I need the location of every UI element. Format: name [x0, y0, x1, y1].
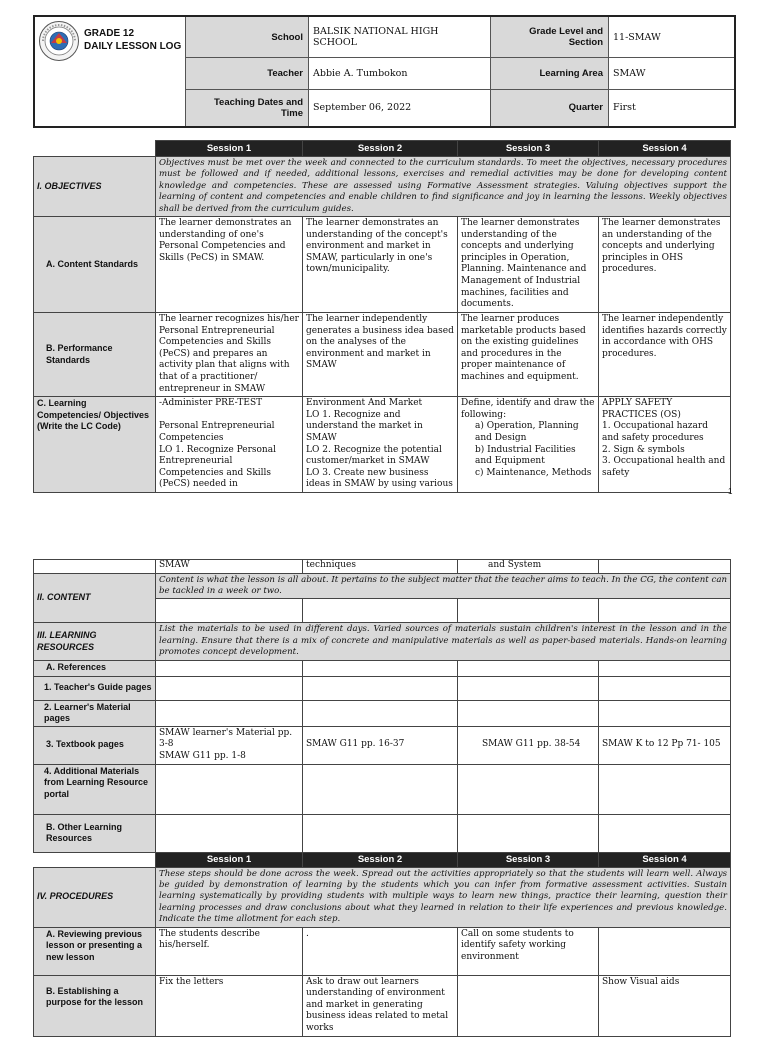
references-session-3 [458, 660, 599, 676]
teachers-guide-session-3 [458, 676, 599, 700]
other-resources-session-4 [599, 814, 731, 852]
competencies-session-3 [458, 397, 599, 493]
reviewing-session-3: Call on some students to identify safety working environment [458, 927, 599, 975]
purpose-session-1: Fix the letters [156, 975, 303, 1036]
purpose-session-4: Show Visual aids [599, 975, 731, 1036]
purpose-session-2: Ask to draw out learners understanding of environment and market in generating business ideas related to metal works [303, 975, 458, 1036]
session-1-header: Session 1 [156, 141, 303, 157]
additional-session-3 [458, 764, 599, 814]
teachers-guide-session-2 [303, 676, 458, 700]
performance-standards-session-4: The learner independently identifies hazards correctly in accordance with OHS procedures. [599, 313, 731, 397]
reviewing-session-4 [599, 927, 731, 975]
session-2-header: Session 2 [303, 141, 458, 157]
other-resources-label: B. Other Learning Resources [34, 814, 156, 852]
grade-value: 11-SMAW [608, 17, 734, 57]
objectives-label: I. OBJECTIVES [34, 157, 156, 217]
competencies-session-3-item-c: c) Maintenance, Methods [475, 467, 592, 478]
header-title-block [35, 17, 185, 126]
teachers-guide-session-4 [599, 676, 731, 700]
additional-session-2 [303, 764, 458, 814]
continued-session-4 [599, 560, 731, 574]
content-session-2 [303, 599, 458, 623]
textbook-session-4: SMAW K to 12 Pp 71- 105 [599, 726, 731, 764]
title-line-1: GRADE 12 [84, 28, 135, 39]
content-standards-session-3: The learner demonstrates understanding of the concepts and underlying principles in Operation, Planning. Maintenance and Management of Industrial machines, facilities and documents. [458, 217, 599, 313]
procedures-label: IV. PROCEDURES [34, 867, 156, 927]
references-session-4 [599, 660, 731, 676]
learners-material-session-4 [599, 700, 731, 726]
session-4-header-2: Session 4 [599, 852, 731, 867]
continued-label-blank [34, 560, 156, 574]
continued-session-1: SMAW [156, 560, 303, 574]
continued-session-3: and System [458, 560, 599, 574]
session-4-header: Session 4 [599, 141, 731, 157]
teachers-guide-label: 1. Teacher's Guide pages [34, 676, 156, 700]
objectives-note: Objectives must be met over the week and connected to the curriculum standards. To meet the objectives, necessary procedures must be followed and if needed, additional lessons, exercises and remedial activities may be done for developing content knowledge and competencies. These are assessed using Formative Assessment strategies. Valuing objectives support the learning of content and competencies and enable children to find significance and joy in learning the lessons. Weekly objectives shall be derived from the curriculum guides. [156, 157, 731, 217]
content-session-4 [599, 599, 731, 623]
learners-material-session-1 [156, 700, 303, 726]
dates-value: September 06, 2022 [308, 89, 490, 126]
other-resources-session-1 [156, 814, 303, 852]
additional-session-1 [156, 764, 303, 814]
competencies-session-4: APPLY SAFETY PRACTICES (OS) 1. Occupational hazard and safety procedures 2. Sign & symbols 3. Occupational health and safety [599, 397, 731, 493]
learners-material-session-2 [303, 700, 458, 726]
content-session-3 [458, 599, 599, 623]
resources-note: List the materials to be used in different days. Varied sources of materials sustain children's interest in the lesson and in the learning. Ensure that there is a mix of concrete and manipulative materials as well as paper-based materials. Hands-on learning promotes concept development. [156, 623, 731, 660]
learners-material-label: 2. Learner's Material pages [34, 700, 156, 726]
content-standards-label: A. Content Standards [34, 217, 156, 313]
resources-label: III. LEARNING RESOURCES [34, 623, 156, 660]
school-label: School [185, 17, 308, 57]
references-session-1 [156, 660, 303, 676]
competencies-session-1: -Administer PRE-TEST Personal Entrepreneurial Competencies LO 1. Recognize Personal Entrepreneurial Competencies and Skills (PeCS) needed in [156, 397, 303, 493]
purpose-label: B. Establishing a purpose for the lesson [34, 975, 156, 1036]
performance-standards-session-1: The learner recognizes his/her Personal Entrepreneurial Competencies and Skills (PeCS) and prepares an activity plan that aligns with that of a practitioner/ entrepreneur in SMAW [156, 313, 303, 397]
competencies-session-3-item-a: a) Operation, Planning and Design [475, 421, 579, 443]
area-label: Learning Area [490, 57, 608, 89]
competencies-label: C. Learning Competencies/ Objectives (Write the LC Code) [34, 397, 156, 493]
header-table [33, 15, 736, 128]
continued-session-2: techniques [303, 560, 458, 574]
session-1-header-2: Session 1 [156, 852, 303, 867]
additional-materials-label: 4. Additional Materials from Learning Resource portal [34, 764, 156, 814]
other-resources-session-3 [458, 814, 599, 852]
page-number: 1 [728, 487, 733, 496]
quarter-value: First [608, 89, 734, 126]
content-standards-session-4: The learner demonstrates an understanding of the concepts and underlying principles in OHS procedures. [599, 217, 731, 313]
teacher-label: Teacher [185, 57, 308, 89]
competencies-session-3-intro: Define, identify and draw the following: [461, 398, 595, 420]
title-line-2: DAILY LESSON LOG [84, 41, 182, 52]
competencies-session-3-item-b: b) Industrial Facilities and Equipment [475, 444, 576, 467]
procedures-note: These steps should be done across the week. Spread out the activities appropriately so that the students will learn well. Always be guided by demonstration of learning by the students which you can infer from formative assessment activities. Sustain learning systematically by providing students with multiple ways to learn new things, practice their learning, question their learning processes and draw conclusions about what they learned in relation to their life experiences and previous knowledge. Indicate the time allotment for each step. [156, 867, 731, 927]
textbook-label: 3. Textbook pages [34, 726, 156, 764]
session-3-header: Session 3 [458, 141, 599, 157]
reviewing-session-2: . [303, 927, 458, 975]
school-seal-icon [38, 20, 80, 62]
content-session-1 [156, 599, 303, 623]
references-label: A. References [34, 660, 156, 676]
dates-label: Teaching Dates and Time [185, 89, 308, 126]
performance-standards-session-2: The learner independently generates a business idea based on the analyses of the environment and market in SMAW [303, 313, 458, 397]
content-note: Content is what the lesson is all about. It pertains to the subject matter that the teacher aims to teach. In the CG, the content can be tackled in a week or two. [156, 573, 731, 599]
content-label: II. CONTENT [34, 573, 156, 623]
content-standards-session-1: The learner demonstrates an understanding of one's Personal Competencies and Skills (PeCS) in SMAW. [156, 217, 303, 313]
reviewing-label: A. Reviewing previous lesson or presenting a new lesson [34, 927, 156, 975]
textbook-session-1: SMAW learner's Material pp. 3-8 SMAW G11 pp. 1-8 [156, 726, 303, 764]
school-value: BALSIK NATIONAL HIGH SCHOOL [308, 17, 490, 57]
other-resources-session-2 [303, 814, 458, 852]
session-header-2-blank [34, 852, 156, 867]
performance-standards-label: B. Performance Standards [34, 313, 156, 397]
reviewing-session-1: The students describe his/herself. [156, 927, 303, 975]
lesson-table-page-2 [33, 559, 731, 1037]
performance-standards-session-3: The learner produces marketable products based on the existing guidelines and procedures in the proper maintenance of machines and equipment. [458, 313, 599, 397]
references-session-2 [303, 660, 458, 676]
quarter-label: Quarter [490, 89, 608, 126]
purpose-session-3 [458, 975, 599, 1036]
textbook-session-3: SMAW G11 pp. 38-54 [458, 726, 599, 764]
additional-session-4 [599, 764, 731, 814]
teachers-guide-session-1 [156, 676, 303, 700]
content-standards-session-2: The learner demonstrates an understanding of the concept's environment and market in SMAW, particularly in one's town/municipality. [303, 217, 458, 313]
textbook-session-2: SMAW G11 pp. 16-37 [303, 726, 458, 764]
lesson-table-page-1 [33, 140, 731, 493]
session-3-header-2: Session 3 [458, 852, 599, 867]
session-2-header-2: Session 2 [303, 852, 458, 867]
area-value: SMAW [608, 57, 734, 89]
grade-label: Grade Level and Section [490, 17, 608, 57]
teacher-value: Abbie A. Tumbokon [308, 57, 490, 89]
session-header-blank [34, 141, 156, 157]
competencies-session-2: Environment And Market LO 1. Recognize and understand the market in SMAW LO 2. Recognize the potential customer/market in SMAW LO 3. Create new business ideas in SMAW by using various [303, 397, 458, 493]
learners-material-session-3 [458, 700, 599, 726]
